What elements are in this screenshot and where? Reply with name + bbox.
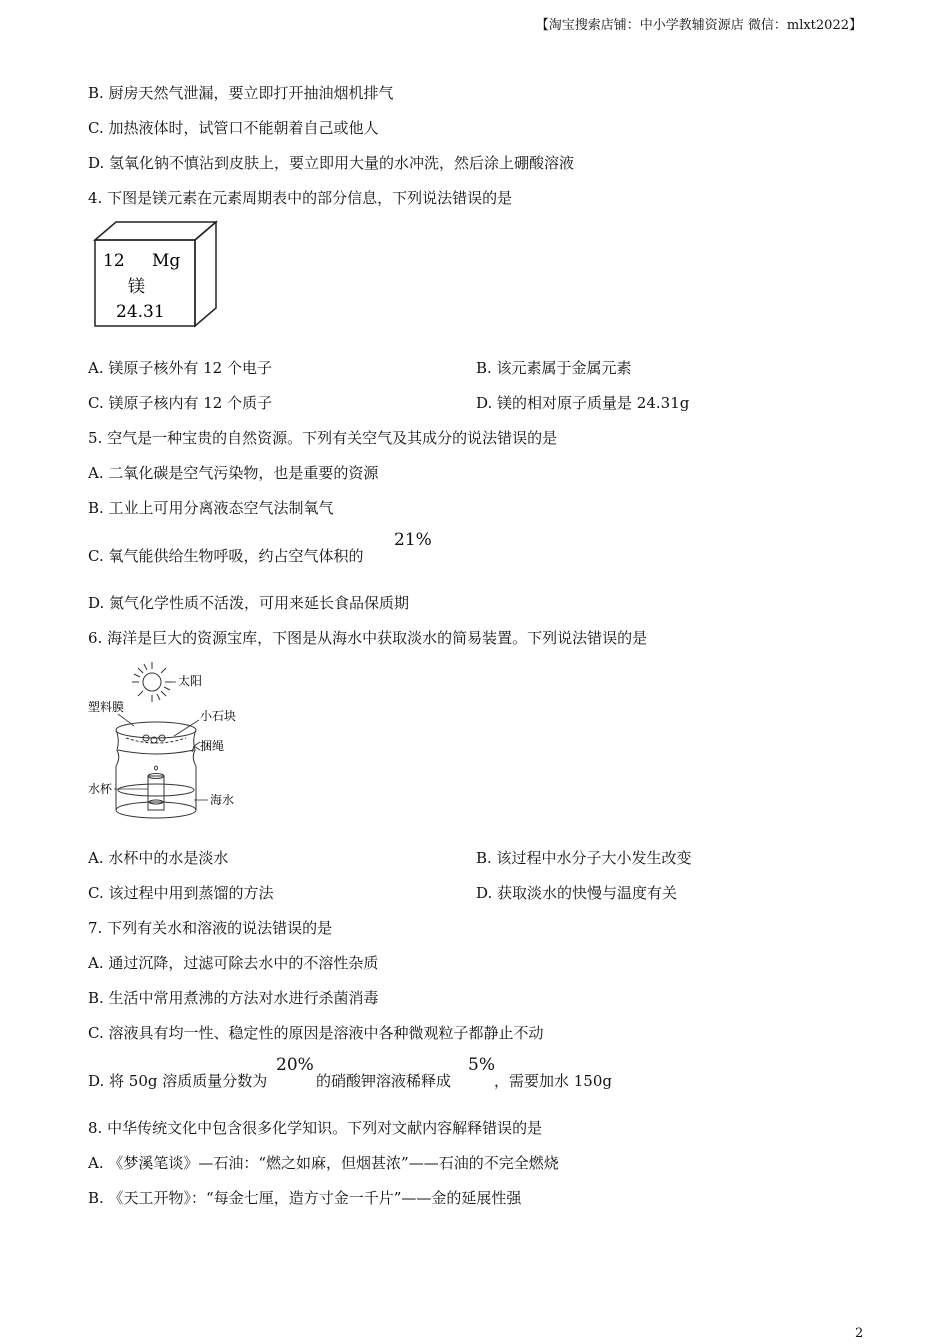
q3-option-d: D. 氢氧化钠不慎沾到皮肤上，要立即用大量的水冲洗，然后涂上硼酸溶液 bbox=[88, 154, 575, 172]
label-stone: 小石块 bbox=[200, 709, 237, 723]
label-plastic-film: 塑料膜 bbox=[88, 700, 125, 714]
element-name: 镁 bbox=[128, 277, 145, 297]
atomic-number: 12 bbox=[103, 251, 125, 271]
q6-stem: 6. 海洋是巨大的资源宝库，下图是从海水中获取淡水的简易装置。下列说法错误的是 bbox=[88, 629, 648, 647]
q7-option-d-part2: 的硝酸钾溶液稀释成 bbox=[316, 1072, 452, 1090]
magnesium-element-cell bbox=[92, 220, 222, 330]
q5-stem: 5. 空气是一种宝贵的自然资源。下列有关空气及其成分的说法错误的是 bbox=[88, 429, 558, 447]
q5-option-c: C. 氧气能供给生物呼吸，约占空气体积的 bbox=[88, 547, 364, 565]
q5-option-b: B. 工业上可用分离液态空气法制氧气 bbox=[88, 499, 334, 517]
q7-option-a: A. 通过沉降，过滤可除去水中的不溶性杂质 bbox=[88, 954, 379, 972]
q6-option-a: A. 水杯中的水是淡水 bbox=[88, 849, 229, 867]
q4-stem: 4. 下图是镁元素在元素周期表中的部分信息，下列说法错误的是 bbox=[88, 189, 513, 207]
q7-option-d-value1: 20% bbox=[276, 1055, 314, 1075]
q8-option-b: B. 《天工开物》：“每金七厘，造方寸金一千片”——金的延展性强 bbox=[88, 1189, 522, 1207]
q3-option-c: C. 加热液体时，试管口不能朝着自己或他人 bbox=[88, 119, 379, 137]
label-sun: 太阳 bbox=[178, 674, 203, 688]
page-number: 2 bbox=[855, 1326, 864, 1341]
q8-option-a: A. 《梦溪笔谈》—石油：“燃之如麻，但烟甚浓”——石油的不完全燃烧 bbox=[88, 1154, 559, 1172]
atomic-mass: 24.31 bbox=[116, 302, 165, 322]
element-symbol: Mg bbox=[152, 251, 181, 271]
label-seawater: 海水 bbox=[210, 793, 235, 807]
q7-option-c: C. 溶液具有均一性、稳定性的原因是溶液中各种微观粒子都静止不动 bbox=[88, 1024, 544, 1042]
q4-option-c: C. 镁原子核内有 12 个质子 bbox=[88, 394, 273, 412]
q5-option-a: A. 二氧化碳是空气污染物，也是重要的资源 bbox=[88, 464, 379, 482]
q7-option-d-part3: ，需要加水 150g bbox=[494, 1072, 613, 1090]
q7-option-d-part1: D. 将 50g 溶质质量分数为 bbox=[88, 1072, 268, 1090]
q4-option-b: B. 该元素属于金属元素 bbox=[476, 359, 632, 377]
q7-option-b: B. 生活中常用煮沸的方法对水进行杀菌消毒 bbox=[88, 989, 379, 1007]
label-rope: 捆绳 bbox=[200, 739, 225, 753]
q4-option-a: A. 镁原子核外有 12 个电子 bbox=[88, 359, 272, 377]
q6-option-b: B. 该过程中水分子大小发生改变 bbox=[476, 849, 692, 867]
q5-option-c-value: 21% bbox=[394, 530, 432, 550]
q5-option-d: D. 氮气化学性质不活泼，可用来延长食品保质期 bbox=[88, 594, 410, 612]
q3-option-b: B. 厨房天然气泄漏，要立即打开抽油烟机排气 bbox=[88, 84, 394, 102]
q6-option-c: C. 该过程中用到蒸馏的方法 bbox=[88, 884, 274, 902]
q8-stem: 8. 中华传统文化中包含很多化学知识。下列对文献内容解释错误的是 bbox=[88, 1119, 543, 1137]
desalination-apparatus-diagram bbox=[86, 658, 256, 833]
q4-option-d: D. 镁的相对原子质量是 24.31g bbox=[476, 394, 690, 412]
label-cup: 水杯 bbox=[88, 782, 113, 796]
q7-stem: 7. 下列有关水和溶液的说法错误的是 bbox=[88, 919, 333, 937]
q7-option-d-value2: 5% bbox=[468, 1055, 495, 1075]
page-header: 【淘宝搜索店铺：中小学教辅资源店 微信：mlxt2022】 bbox=[535, 18, 862, 33]
q6-option-d: D. 获取淡水的快慢与温度有关 bbox=[476, 884, 678, 902]
